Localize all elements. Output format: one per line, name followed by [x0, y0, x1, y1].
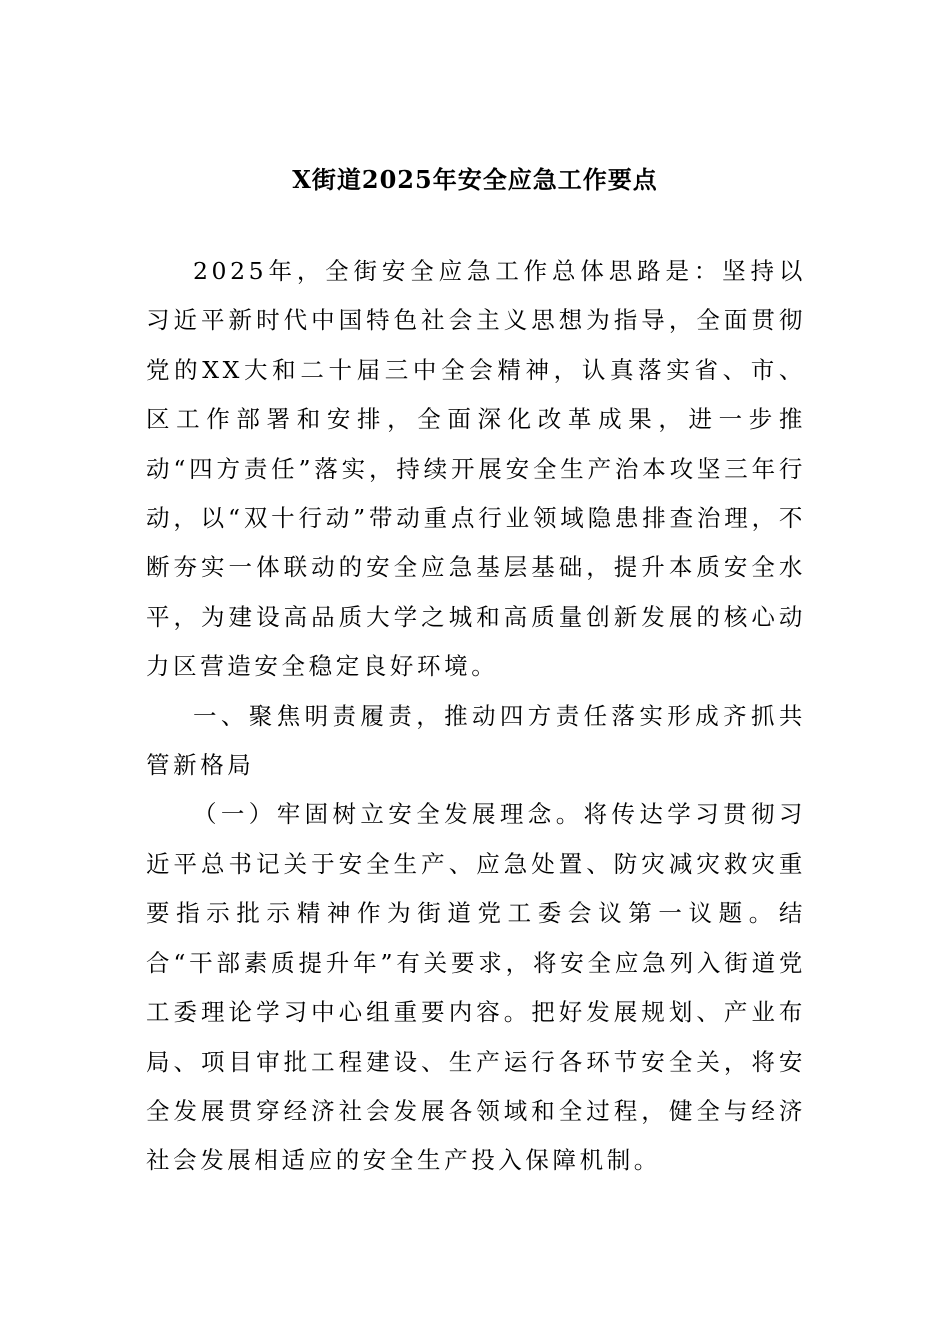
paragraph-overview: 2025年，全街安全应急工作总体思路是：坚持以习近平新时代中国特色社会主义思想为指导，全面贯彻党的XX大和二十届三中全会精神，认真落实省、市、区工作部署和安排，全面深化改革成果，进一步推动“四方责任”落实，持续开展安全生产治本攻坚三年行动，以“双十行动”带动重点行业领域隐患排查治理，不断夯实一体联动的安全应急基层基础，提升本质安全水平，为建设高品质大学之城和高质量创新发展的核心动力区营造安全稳定良好环境。 — [146, 257, 806, 681]
section-heading-1: 一、聚焦明责履责，推动四方责任落实形成齐抓共管新格局 — [146, 701, 806, 780]
paragraph-subsection-1: （一）牢固树立安全发展理念。将传达学习贯彻习近平总书记关于安全生产、应急处置、防灾减灾救灾重要指示批示精神作为街道党工委会议第一议题。结合“干部素质提升年”有关要求，将安全应急列入街道党工委理论学习中心组重要内容。把好发展规划、产业布局、项目审批工程建设、生产运行各环节安全关，将安全发展贯穿经济社会发展各领域和全过程，健全与经济社会发展相适应的安全生产投入保障机制。 — [146, 800, 806, 1175]
document-title: X街道2025年安全应急工作要点 — [292, 165, 658, 194]
document-body — [146, 247, 806, 1186]
